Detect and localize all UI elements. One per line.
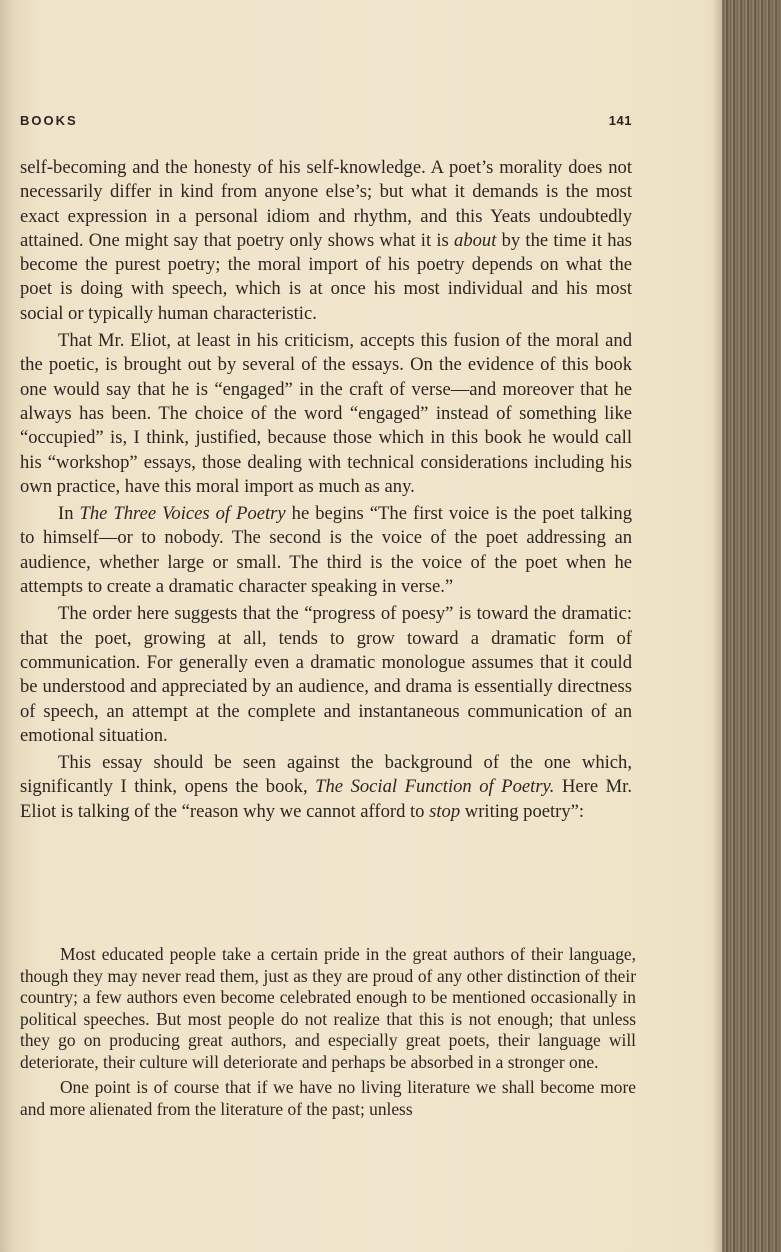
body-text: [20, 156, 632, 824]
paragraph-1-text-a: self-becoming and the honesty of his self-knowledge. A poet’s morality does not necessarily differ in kind from anyone else’s; but what it demands is the most exact expression in a personal idiom and rhythm, and this Yeats undoubtedly attained. One might say that poetry only shows what it is: [20, 157, 632, 251]
paragraph-5-text-b: Here Mr. Eliot is talking of the “reason why we cannot afford to: [20, 776, 632, 822]
paragraph-1-text-b: by the time it has become the purest poetry; the moral import of his poetry depends on what the poet is doing with speech, which is at once his most individual and his most social or typically human characteristic.: [20, 229, 633, 324]
paragraph-5-italic-stop: stop: [429, 800, 461, 822]
paragraph-5-text-c: writing poetry”:: [460, 800, 585, 822]
paragraph-5-text-a: This essay should be seen against the background of the one which, significantly I think, opens the book,: [20, 752, 632, 798]
paragraph-5: [20, 751, 632, 824]
paragraph-5-italic-title: The Social Function of Poetry.: [315, 776, 555, 798]
paragraph-3-italic-title: The Three Voices of Poetry: [79, 503, 286, 525]
page-header: [20, 113, 632, 133]
paragraph-1-italic-about: about: [454, 229, 497, 251]
page-number: 141: [608, 113, 632, 128]
paragraph-3-text-b: he begins “The first voice is the poet talking to himself—or to nobody. The second is the voice of the poet addressing an audience, whether large or small. The third is the voice of the poet when he attempts to create a dramatic character speaking in verse.”: [20, 503, 632, 598]
quote-paragraph-1: Most educated people take a certain pride in the great authors of their language, though they may never read them, just as they are proud of any other distinction of their country; a few authors even become celebrated enough to be mentioned occasionally in political speeches. But most people do not realize that this is not enough; that unless they go on producing great authors, and especially great poets, their language will deteriorate, their culture will deteriorate and perhaps be absorbed in a stronger one.: [20, 944, 636, 1072]
paragraph-4: The order here suggests that the “progress of poesy” is toward the dramatic: that the poet, growing at all, tends to grow toward a dramatic form of communication. For generally even a dramatic monologue assumes that it could be understood and appreciated by an audience, and drama is essentially directness of speech, an attempt at the complete and instantaneous communication of an emotional situation.: [20, 603, 632, 746]
block-quote: [20, 944, 636, 1120]
running-head: BOOKS: [20, 113, 78, 128]
paragraph-1: [20, 156, 632, 326]
page-edge-binding: [722, 0, 781, 1252]
paragraph-3-text-a: In: [58, 503, 80, 525]
paragraph-2: That Mr. Eliot, at least in his criticism, accepts this fusion of the moral and the poetic, is brought out by several of the essays. On the evidence of this book one would say that he is “engaged” in the craft of verse—and moreover that he always has been. The choice of the word “engaged” instead of something like “occupied” is, I think, justified, because those which in this book he would call his “workshop” essays, those dealing with technical considerations including his own practice, have this moral import as much as any.: [20, 330, 632, 497]
paragraph-3: [20, 502, 632, 599]
quote-paragraph-2: One point is of course that if we have no living literature we shall become more and more alienated from the literature of the past; unless: [20, 1077, 636, 1119]
